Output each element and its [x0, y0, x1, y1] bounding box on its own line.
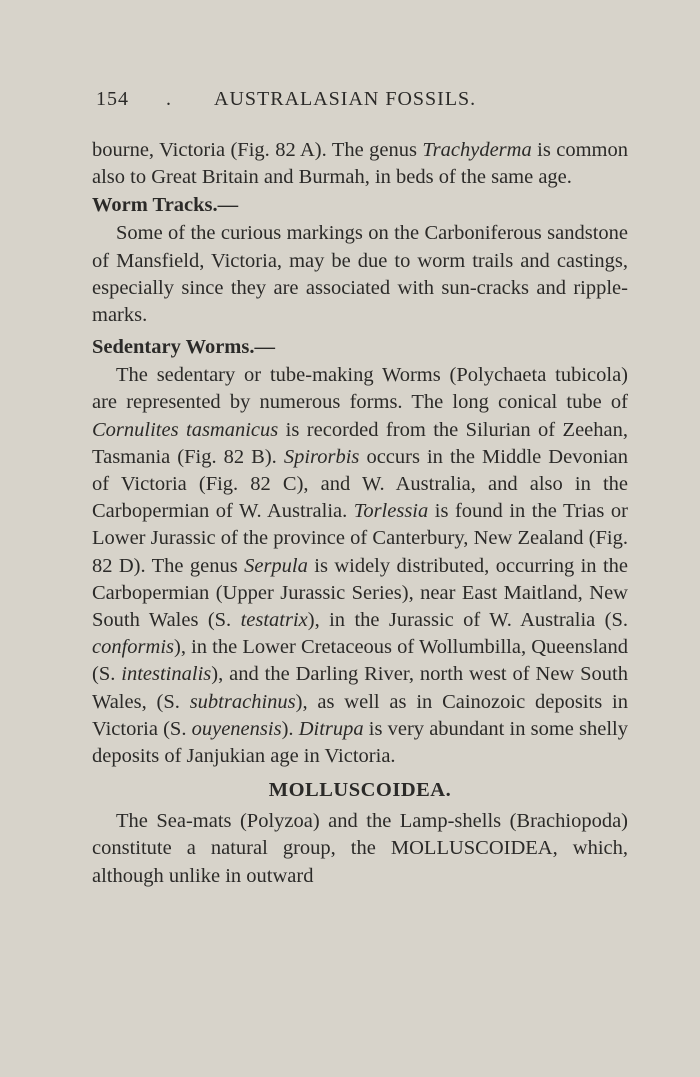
species-name: intestinalis: [121, 663, 212, 686]
species-name: testatrix: [240, 609, 308, 632]
genus-name: Torlessia: [353, 500, 429, 523]
page-body: [92, 137, 628, 890]
genus-name: Serpula: [244, 554, 308, 577]
text-run: is recorded from the Silurian of Zeehan, Tasmania (Fig. 82 B).: [92, 418, 628, 468]
text-run: ).: [281, 717, 299, 740]
text-run: is widely distributed, occurring in the Carbopermian (Upper Jurassic Series), near East Maitland, New South Wales (S.: [92, 554, 628, 632]
running-title: AUSTRALASIAN FOSSILS.: [214, 88, 477, 110]
text-run: is common also to Great Britain and Burmah, in beds of the same age.: [92, 139, 628, 189]
species-name: subtrachinus: [189, 690, 296, 713]
text-run: ), and the Darling River, north west of New South Wales, (S.: [92, 663, 628, 713]
page-number: 154: [96, 88, 129, 110]
text-run: ), in the Lower Cretaceous of Wollumbilla, Queensland (S.: [92, 636, 628, 686]
species-name: ouyenensis: [191, 717, 282, 740]
section-heading-molluscoidea: MOLLUSCOIDEA.: [268, 779, 452, 802]
paragraph-worm-tracks: Some of the curious markings on the Carboniferous sandstone of Mansfield, Victoria, may be due to worm trails and castings, especially since they are associated with sun-cracks and ripple-marks.: [92, 222, 628, 327]
paragraph-sedentary-worms: [92, 362, 628, 770]
running-header: [96, 88, 636, 116]
paragraph-continued: [92, 137, 628, 191]
species-name: conformis: [92, 636, 174, 659]
genus-name: Ditrupa: [298, 717, 364, 740]
header-separator: .: [166, 88, 172, 110]
text-run: ), in the Jurassic of W. Australia (S.: [307, 609, 628, 632]
text-run: bourne, Victoria (Fig. 82 A). The genus: [92, 139, 423, 161]
text-run: occurs in the Middle Devonian of Victoria (Fig. 82 C), and W. Australia, and also in the Carbopermian of W. Australia.: [92, 445, 628, 523]
subheading-sedentary-worms: Sedentary Worms.—: [92, 336, 275, 359]
text-run: ), as well as in Cainozoic deposits in Victoria (S.: [92, 690, 628, 740]
species-name: Cornulites tasmanicus: [92, 418, 279, 441]
text-run: The sedentary or tube-making Worms (Polychaeta tubicola) are represented by numerous forms. The long conical tube of: [92, 364, 628, 414]
subheading-worm-tracks: Worm Tracks.—: [92, 194, 239, 217]
genus-name: Spirorbis: [283, 445, 360, 468]
paragraph-molluscoidea: The Sea-mats (Polyzoa) and the Lamp-shells (Brachiopoda) constitute a natural group, the MOLLUSCOIDEA, which, although unlike in outward: [92, 810, 628, 887]
text-run: is found in the Trias or Lower Jurassic of the province of Canterbury, New Zealand (Fig. 82 D). The genus: [92, 500, 628, 577]
genus-name: Trachyderma: [422, 139, 532, 161]
text-run: is very abundant in some shelly deposits of Janjukian age in Victoria.: [92, 717, 629, 768]
